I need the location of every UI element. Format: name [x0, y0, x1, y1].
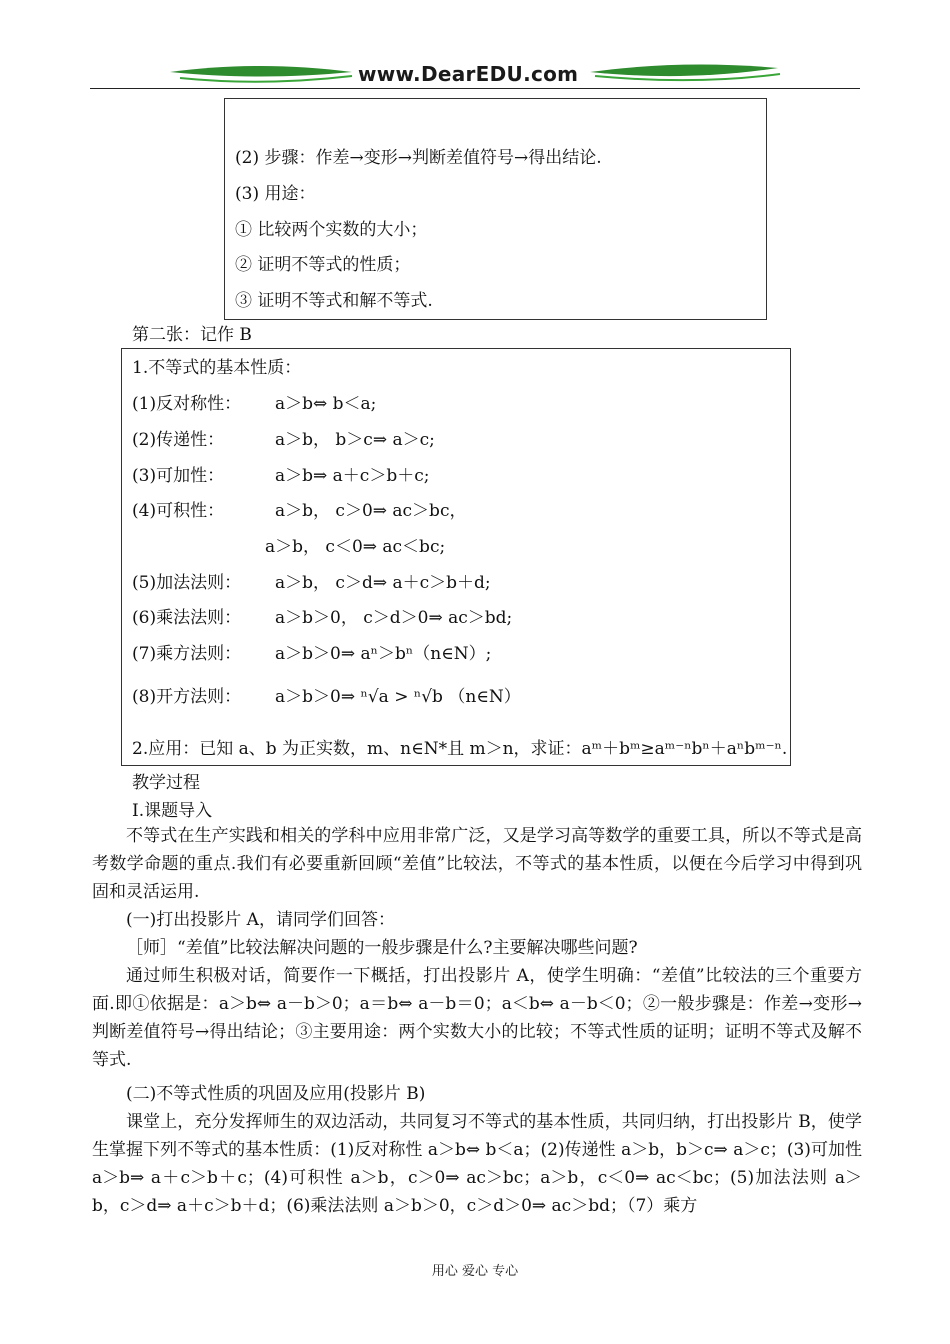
property-formula: a＞b＞0⇒ aⁿ＞bⁿ（n∈N）;	[275, 644, 492, 664]
paragraph: ［师］“差值”比较法解决问题的一般步骤是什么?主要解决哪些问题?	[126, 938, 638, 958]
paragraph: 不等式在生产实践和相关的学科中应用非常广泛，又是学习高等数学的重要工具，所以不等式是高考数学命题的重点.我们有必要重新回顾“差值”比较法，不等式的基本性质，以便在今后学习中得到巩固和灵活运用.	[92, 826, 862, 902]
property-label: (5)加法法则：	[132, 573, 242, 593]
property-label: (6)乘法法则：	[132, 608, 242, 628]
paragraph: (一)打出投影片 A，请同学们回答：	[126, 910, 395, 930]
property-formula: a＞b⇒ a＋c＞b＋c;	[275, 466, 430, 486]
property-label: (1)反对称性：	[132, 394, 242, 414]
property-formula: a＞b＞0， c＞d＞0⇒ ac＞bd;	[275, 608, 513, 628]
property-formula: a＞b， c＜0⇒ ac＜bc;	[265, 537, 446, 557]
header-rule	[90, 88, 860, 89]
box-a-line: ① 比较两个实数的大小；	[235, 220, 428, 240]
box-a-line: (2) 步骤：作差→变形→判断差值符号→得出结论.	[235, 148, 602, 168]
box-a-line: (3) 用途：	[235, 184, 316, 204]
slide-b-box	[121, 348, 791, 766]
paragraph: (二)不等式性质的巩固及应用(投影片 B)	[126, 1084, 426, 1104]
paragraph: 通过师生积极对话，简要作一下概括，打出投影片 A，使学生明确：“差值”比较法的三个重要方面.即①依据是：a＞b⇔ a－b＞0；a＝b⇔ a－b＝0；a＜b⇔ a－b＜0；②一般步骤是：作差→变形→判断差值符号→得出结论；③主要用途：两个实数大小的比较；不等式性质的证明；证明不等式及解不等式.	[92, 966, 862, 1070]
paragraph: 课堂上，充分发挥师生的双边活动，共同复习不等式的基本性质，共同归纳，打出投影片 B，使学生掌握下列不等式的基本性质：(1)反对称性 a＞b⇔ b＜a；(2)传递性 a＞b，b＞c⇒ a＞c；(3)可加性 a＞b⇒ a＋c＞b＋c；(4)可积性 a＞b，c＞0⇒ ac＞bc；a＞b，c＜0⇒ ac＜bc；(5)加法法则 a＞b，c＞d⇒ a＋c＞b＋d；(6)乘法法则 a＞b＞0，c＞d＞0⇒ ac＞bd；（7）乘方	[92, 1112, 862, 1216]
subsection-title: Ⅰ.课题导入	[132, 801, 213, 821]
property-label: (2)传递性：	[132, 430, 225, 450]
caption-slide-b: 第二张：记作 B	[132, 325, 252, 345]
property-formula: a＞b， c＞0⇒ ac＞bc，	[275, 501, 467, 521]
slide-a-box	[224, 98, 767, 320]
property-formula: a＞b⇔ b＜a;	[275, 394, 377, 414]
site-logo[interactable]: www.DearEDU.com	[358, 62, 579, 86]
property-formula: a＞b， c＞d⇒ a＋c＞b＋d;	[275, 573, 491, 593]
box-a-line: ② 证明不等式的性质；	[235, 255, 411, 275]
property-label: (8)开方法则：	[132, 687, 242, 707]
box-b-title: 1.不等式的基本性质：	[132, 358, 302, 378]
property-label: (4)可积性：	[132, 501, 225, 521]
box-a-line: ③ 证明不等式和解不等式.	[235, 291, 433, 311]
property-label: (3)可加性：	[132, 466, 225, 486]
property-formula: a＞b＞0⇒ ⁿ√a > ⁿ√b （n∈N）	[275, 687, 521, 707]
property-label: (7)乘方法则：	[132, 644, 242, 664]
property-formula: a＞b， b＞c⇒ a＞c;	[275, 430, 435, 450]
application-line: 2.应用：已知 a、b 为正实数，m、n∈N*且 m＞n，求证：aᵐ＋bᵐ≥aᵐ⁻ⁿbⁿ＋aⁿbᵐ⁻ⁿ.	[132, 739, 788, 759]
footer-slogan: 用心 爱心 专心	[431, 1264, 519, 1279]
section-title: 教学过程	[132, 773, 200, 793]
